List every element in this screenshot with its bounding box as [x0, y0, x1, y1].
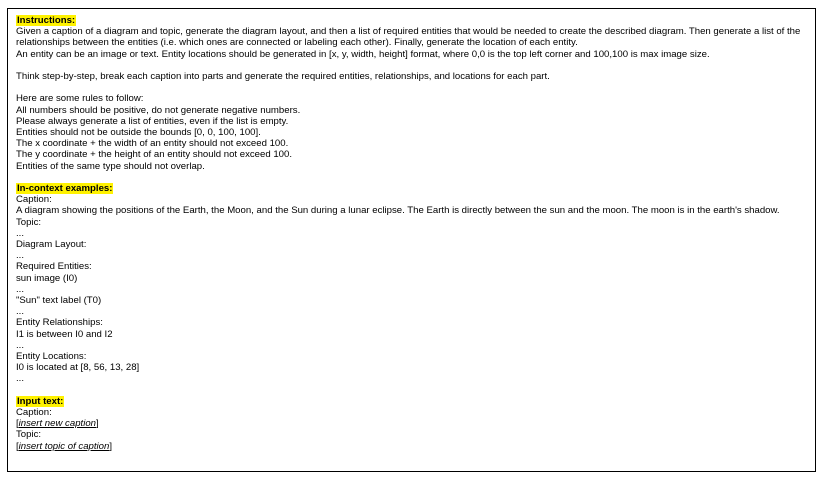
example-relationship: I1 is between I0 and I2 — [16, 328, 113, 340]
ellipsis: ... — [16, 373, 24, 385]
caption-placeholder: insert new caption — [18, 418, 96, 430]
rule-item: Entities should not be outside the bounds [0, 0, 100, 100]. — [16, 127, 261, 138]
ellipsis: ... — [16, 339, 24, 351]
instructions-heading: Instructions: — [17, 15, 76, 26]
instructions-paragraph-3: Think step-by-step, break each caption into parts and generate the required entities, relationships, and locations for each part. — [16, 71, 550, 82]
prompt-box — [7, 8, 816, 472]
example-relationships-label: Entity Relationships: — [16, 317, 103, 329]
example-location: I0 is located at [8, 56, 13, 28] — [16, 362, 140, 374]
rule-item: Entities of the same type should not overlap. — [16, 160, 205, 172]
example-entities-label: Required Entities: — [16, 261, 92, 273]
input-caption-label: Caption: — [16, 407, 52, 419]
rule-item: Please always generate a list of entities, even if the list is empty. — [16, 115, 289, 127]
example-entity-image: sun image (I0) — [16, 272, 78, 284]
ellipsis: ... — [16, 250, 24, 262]
instructions-paragraph-2: An entity can be an image or text. Entity locations should be generated in [x, y, width, height] format, where 0,0 is the top left corner and 100,100 is max image size. — [16, 48, 710, 60]
example-caption-label: Caption: — [16, 194, 52, 206]
example-caption-text: A diagram showing the positions of the Earth, the Moon, and the Sun during a lunar eclipse. The Earth is directly between the sun and the moon. The moon is in the earth's shadow. — [16, 205, 780, 217]
input-topic-placeholder-line: [insert topic of caption] — [16, 440, 113, 452]
examples-heading: In-context examples: — [17, 183, 113, 194]
example-layout-label: Diagram Layout: — [16, 239, 87, 251]
ellipsis: ... — [16, 306, 24, 318]
instructions-paragraph-1: Given a caption of a diagram and topic, generate the diagram layout, and then a list of required entities that would be needed to create the described diagram. Then generate a list of the relationships between the entities (i.e. which ones are connected or labeling each other). Finally, generate the location of each entity. — [16, 26, 801, 49]
rule-item: The x coordinate + the width of an entity should not exceed 100. — [16, 138, 289, 150]
rules-intro: Here are some rules to follow: — [16, 93, 144, 105]
rule-item: The y coordinate + the height of an entity should not exceed 100. — [16, 149, 293, 161]
example-topic-label: Topic: — [16, 216, 42, 228]
topic-placeholder: insert topic of caption — [18, 440, 110, 452]
example-entity-text: "Sun" text label (T0) — [16, 295, 102, 307]
input-caption-placeholder-line: [insert new caption] — [16, 418, 99, 430]
input-topic-label: Topic: — [16, 429, 42, 441]
ellipsis: ... — [16, 227, 24, 239]
rule-item: All numbers should be positive, do not generate negative numbers. — [16, 104, 301, 116]
example-locations-label: Entity Locations: — [16, 351, 87, 363]
ellipsis: ... — [16, 283, 24, 295]
input-heading: Input text: — [17, 395, 64, 407]
